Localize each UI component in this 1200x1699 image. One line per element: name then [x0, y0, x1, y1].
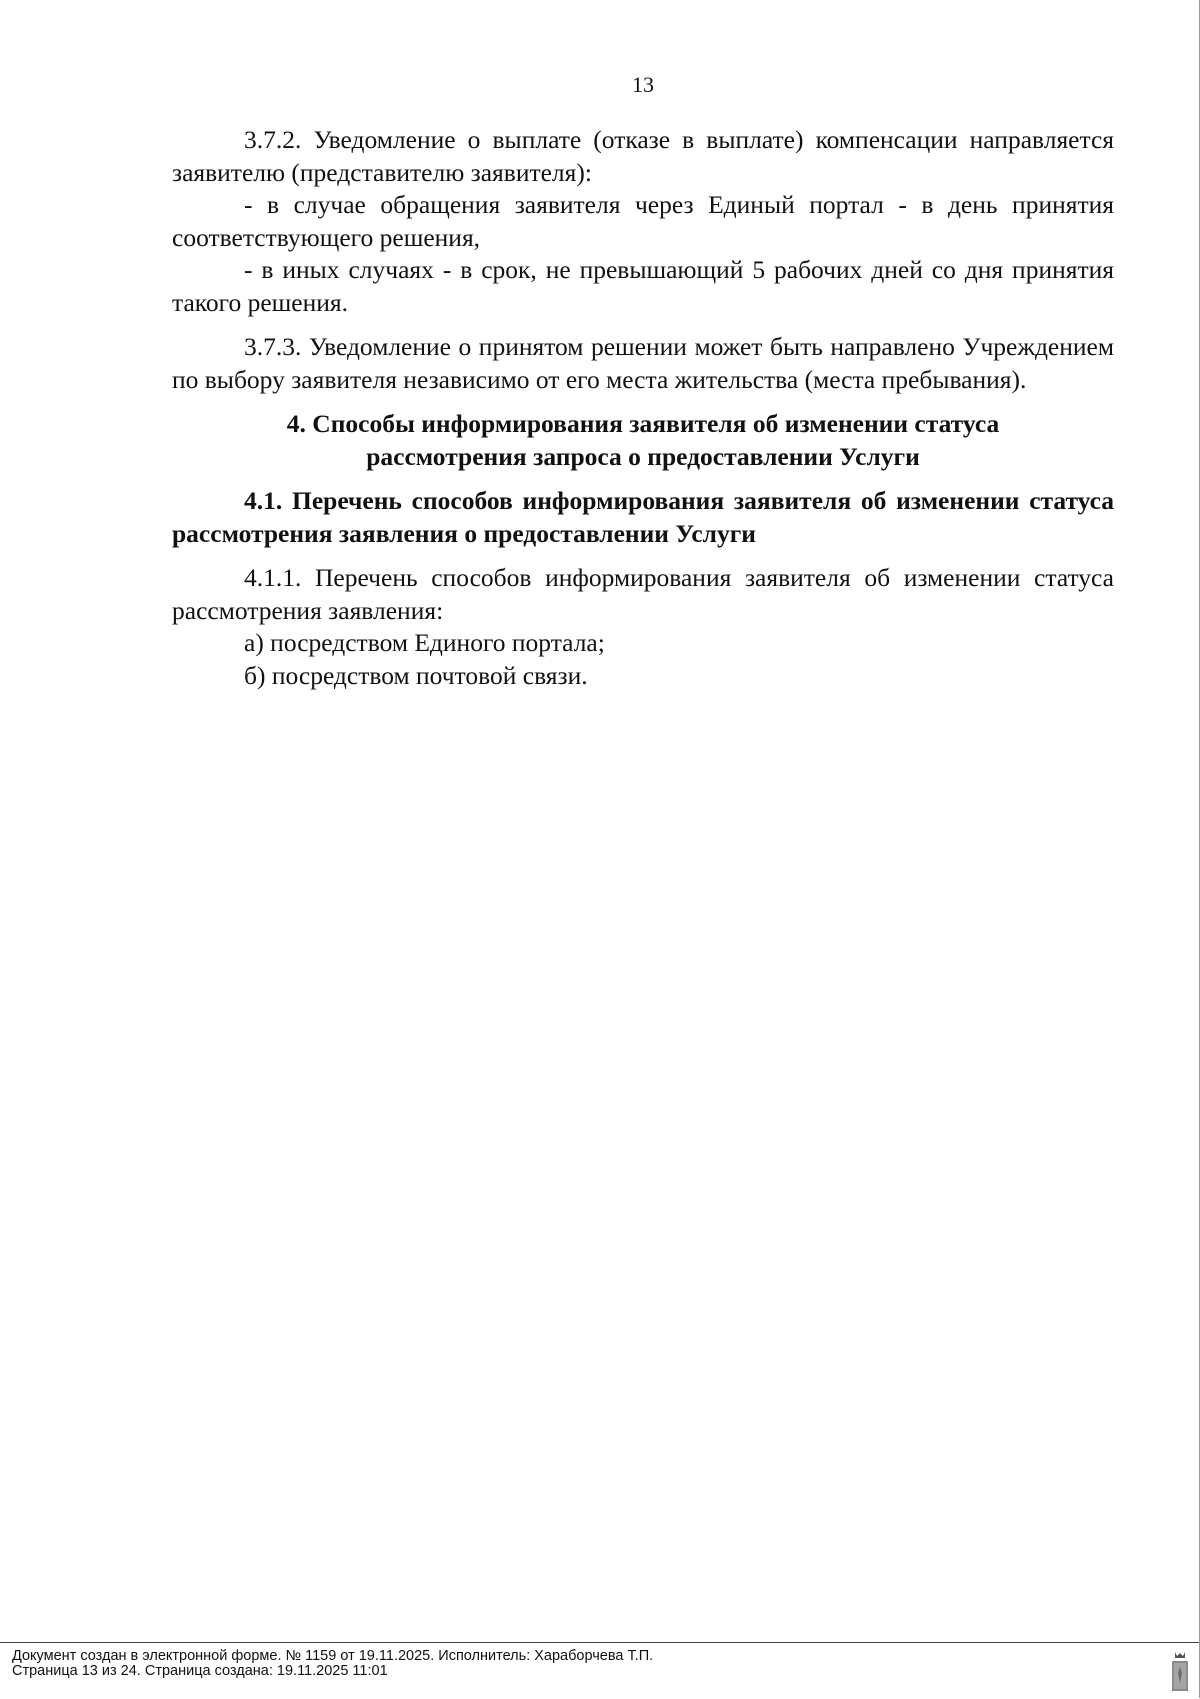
section-4-heading-line1: 4. Способы информирования заявителя об изменении статуса: [286, 409, 1000, 438]
footer-line-page: Страница 13 из 24. Страница создана: 19.11.2025 11:01: [12, 1663, 388, 1679]
footer-text: [12, 1649, 653, 1679]
document-footer: [0, 1642, 1199, 1699]
section-4-heading: [172, 408, 1114, 473]
footer-line-document: Документ создан в электронной форме. № 1159 от 19.11.2025. Исполнитель: Хараборчева Т.П.: [12, 1648, 654, 1664]
list-item-b: б) посредством почтовой связи.: [244, 660, 588, 690]
paragraph-3-7-3: 3.7.3. Уведомление о принятом решении может быть направлено Учреждением по выбору заявителя независимо от его места жительства (места пребывания).: [172, 332, 1114, 394]
section-4-heading-line2: рассмотрения запроса о предоставлении Услуги: [366, 441, 920, 471]
section-4-1-heading: 4.1. Перечень способов информирования заявителя об изменении статуса рассмотрения заявления о предоставлении Услуги: [172, 486, 1114, 548]
document-body: [172, 124, 1114, 692]
page-number: 13: [632, 72, 654, 97]
list-item-a: а) посредством Единого портала;: [244, 628, 605, 657]
paragraph-dash-other: - в иных случаях - в срок, не превышающий 5 рабочих дней со дня принятия такого решения.: [172, 255, 1114, 317]
paragraph-4-1-1: 4.1.1. Перечень способов информирования заявителя об изменении статуса рассмотрения заявления:: [172, 563, 1114, 625]
paragraph-dash-portal: - в случае обращения заявителя через Единый портал - в день принятия соответствующего решения,: [172, 190, 1114, 252]
paragraph-3-7-2: 3.7.2. Уведомление о выплате (отказе в выплате) компенсации направляется заявителю (представителю заявителя):: [172, 125, 1114, 187]
coat-of-arms-icon: [1169, 1649, 1191, 1693]
